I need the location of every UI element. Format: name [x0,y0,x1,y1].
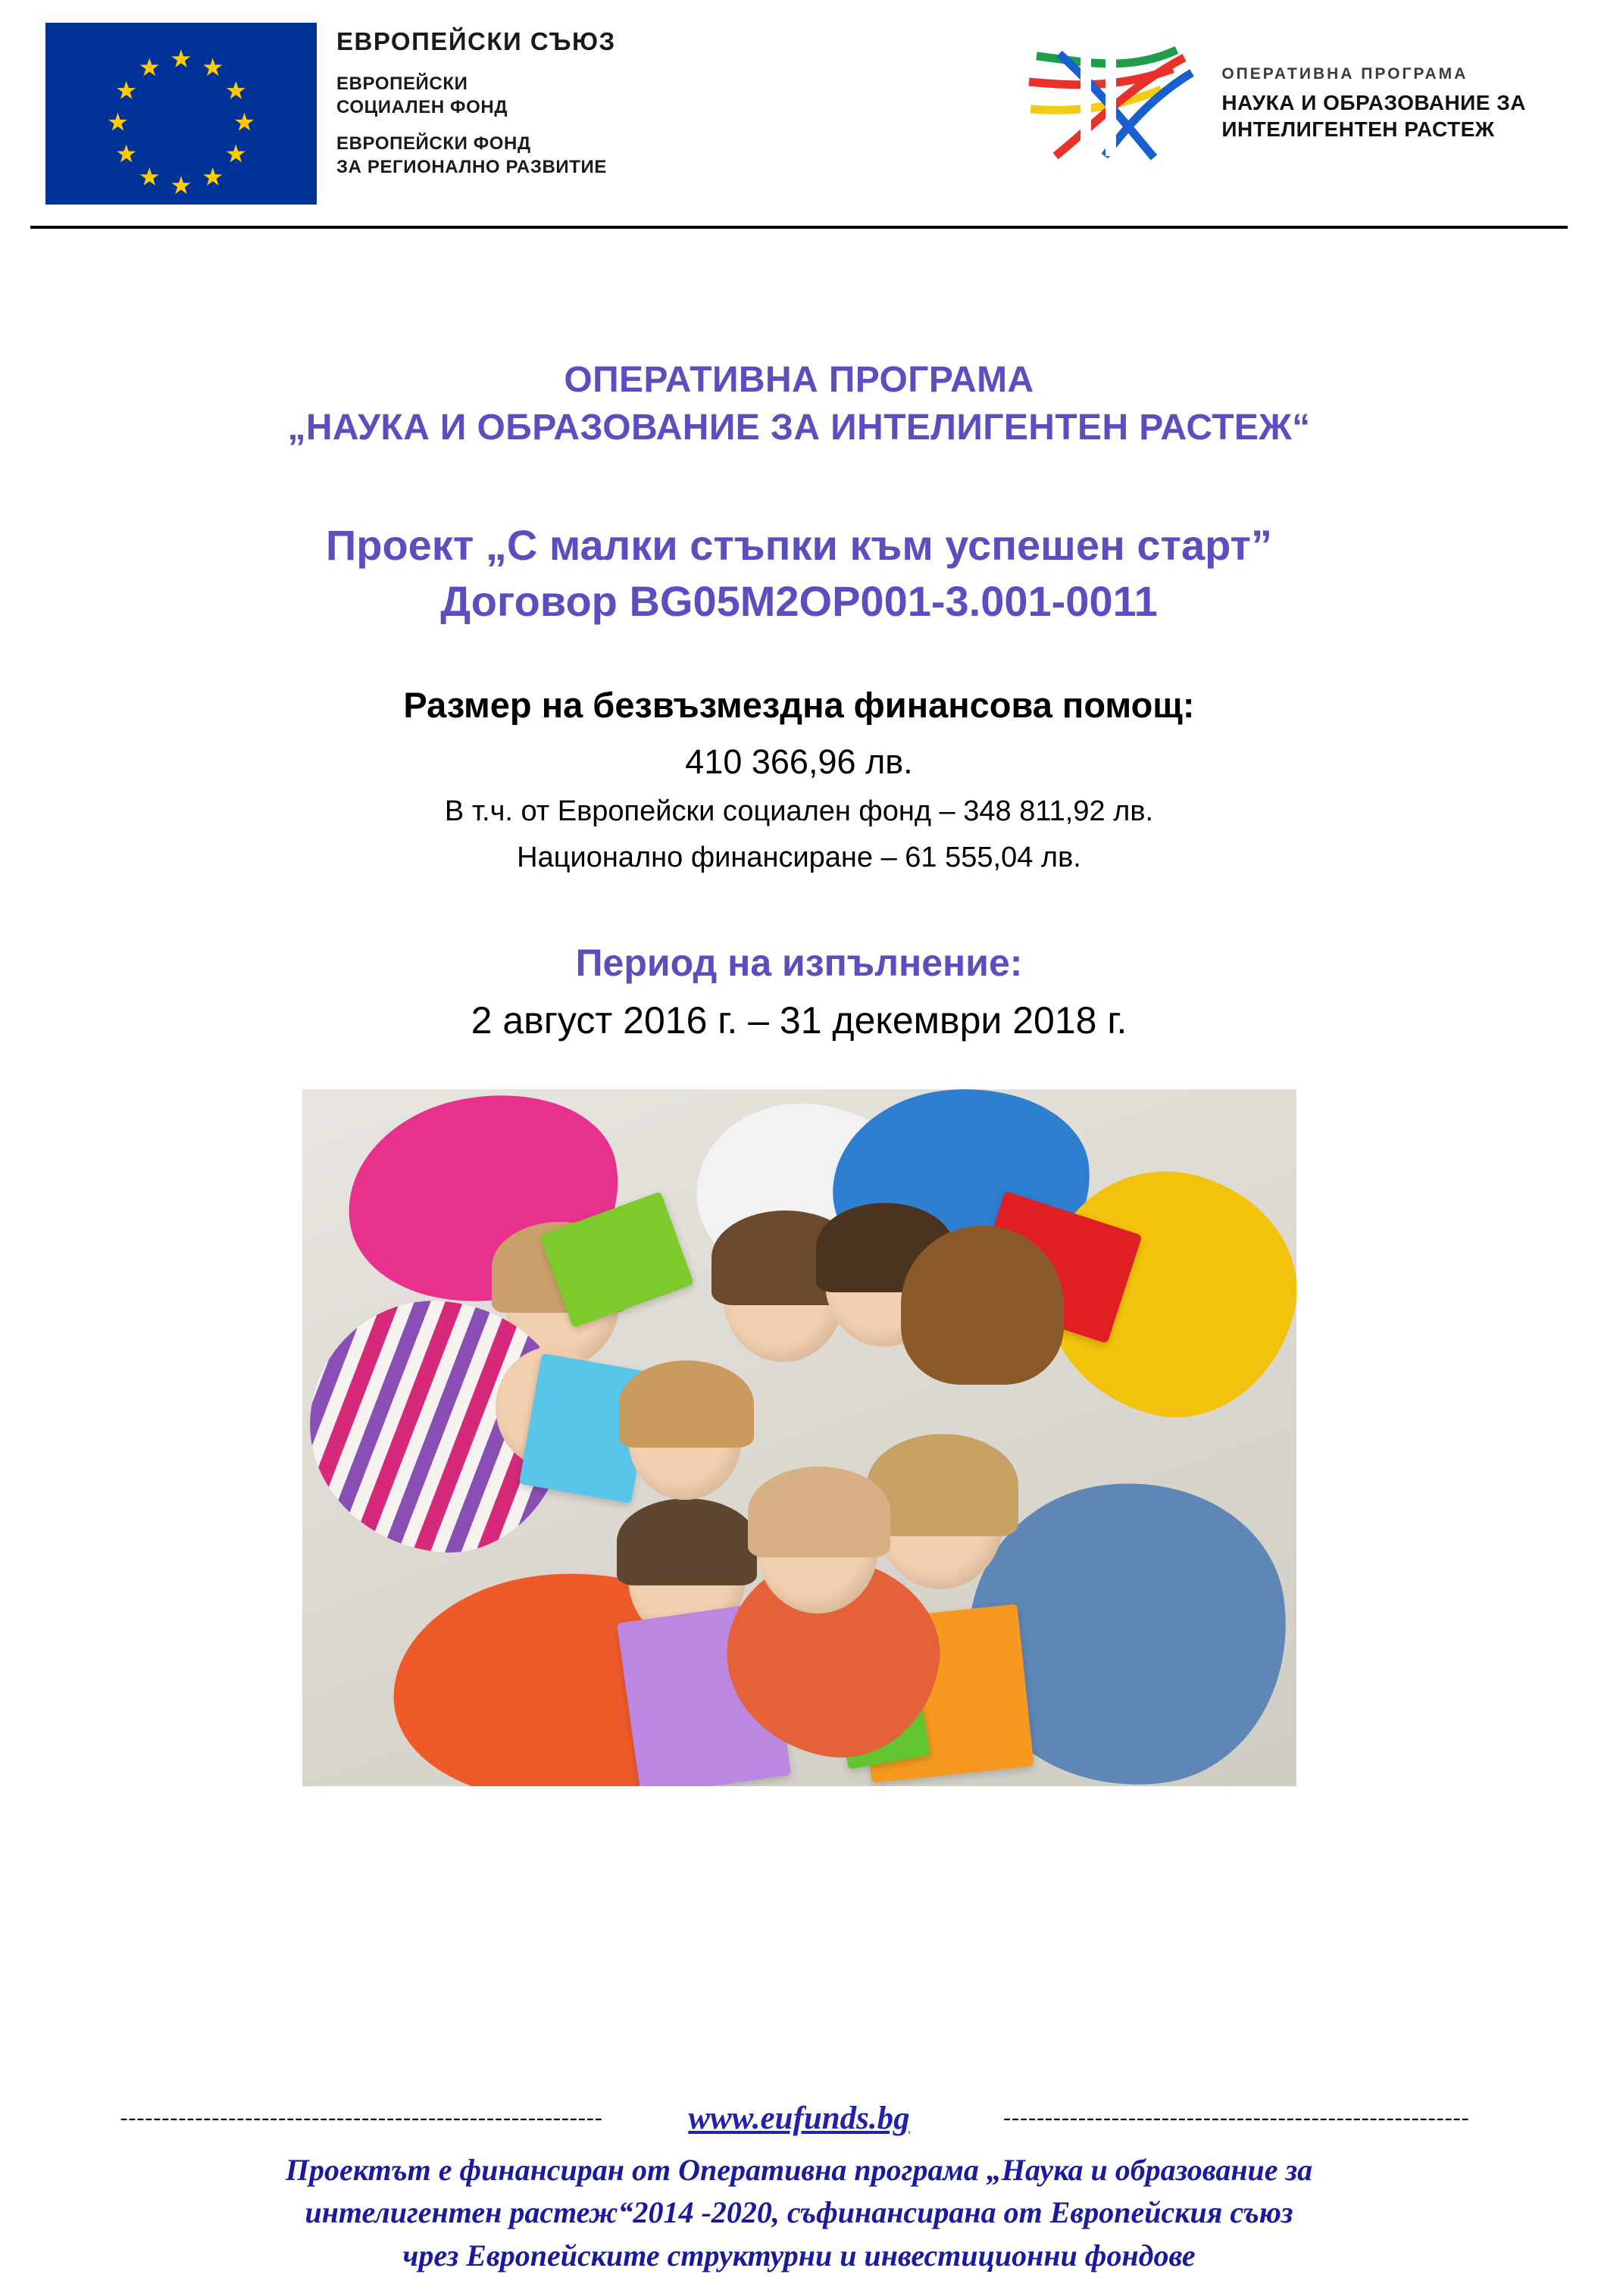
children-photo [302,1089,1296,1786]
photo-hair-9 [619,1360,754,1448]
footer-note-line3: чрез Европейските структурни и инвестиционни фондове [402,2238,1196,2273]
eu-logo-block [45,23,616,205]
document-footer [0,2100,1598,2296]
project-contract-number: Договор BG05M2OP001-3.001-0011 [440,576,1158,625]
eu-esf-line2: СОЦИАЛЕН ФОНД [336,96,508,117]
header-logos-row [30,23,1568,205]
footer-financing-note [45,2149,1553,2278]
photo-hair-3 [617,1498,757,1585]
op-logo-title-line1: НАУКА И ОБРАЗОВАНИЕ ЗА [1221,91,1526,114]
photo-hair-8 [748,1467,890,1557]
eu-erdf-line2: ЗА РЕГИОНАЛНО РАЗВИТИЕ [336,157,608,178]
implementation-period-label: Период на изпълнение: [575,941,1023,984]
eu-logo-text [336,23,616,180]
footer-dashes-left: ---------------------------------------------------------- [120,2105,603,2131]
op-logo-text [1221,42,1526,142]
header-divider [30,226,1568,229]
grant-esf-line: В т.ч. от Европейски социален фонд – 348 811,92 лв. [444,795,1154,827]
op-logo-subtitle: ОПЕРАТИВНА ПРОГРАМА [1221,65,1468,83]
project-title [45,517,1553,629]
operational-program-title [45,356,1553,452]
eufunds-link[interactable]: www.eufunds.bg [688,2100,910,2136]
grant-amount-value: 410 366,96 лв. [685,742,913,781]
footer-url-row [45,2100,1553,2137]
project-name: Проект „С малки стъпки към успешен старт” [326,520,1272,569]
eu-esf-line1: ЕВРОПЕЙСКИ [336,73,468,94]
eu-flag-icon [45,23,317,205]
document-body [0,356,1598,1786]
op-logo-block [1014,23,1526,164]
eu-erdf-line1: ЕВРОПЕЙСКИ ФОНД [336,133,531,155]
op-program-mark-icon [1014,42,1203,164]
eu-title: ЕВРОПЕЙСКИ СЪЮЗ [336,27,616,55]
implementation-period-value: 2 август 2016 г. – 31 декември 2018 г. [471,998,1127,1042]
footer-dashes-right: -------------------------------------------------------- [1003,2105,1470,2131]
footer-note-line1: Проектът е финансиран от Оперативна програма „Наука и образование за [285,2152,1313,2187]
document-header [0,0,1598,227]
op-title-line2: „НАУКА И ОБРАЗОВАНИЕ ЗА ИНТЕЛИГЕНТЕН РАСТЕЖ“ [287,408,1311,448]
grant-amount-label: Размер на безвъзмездна финансова помощ: [403,684,1195,725]
grant-national-line: Национално финансиране – 61 555,04 лв. [517,841,1081,873]
op-logo-title-line2: ИНТЕЛИГЕНТЕН РАСТЕЖ [1221,117,1495,141]
op-title-line1: ОПЕРАТИВНА ПРОГРАМА [564,360,1034,400]
photo-hair-6 [901,1226,1064,1385]
footer-note-line2: интелигентен растеж“2014 -2020, съфинансирана от Европейския съюз [305,2195,1293,2230]
